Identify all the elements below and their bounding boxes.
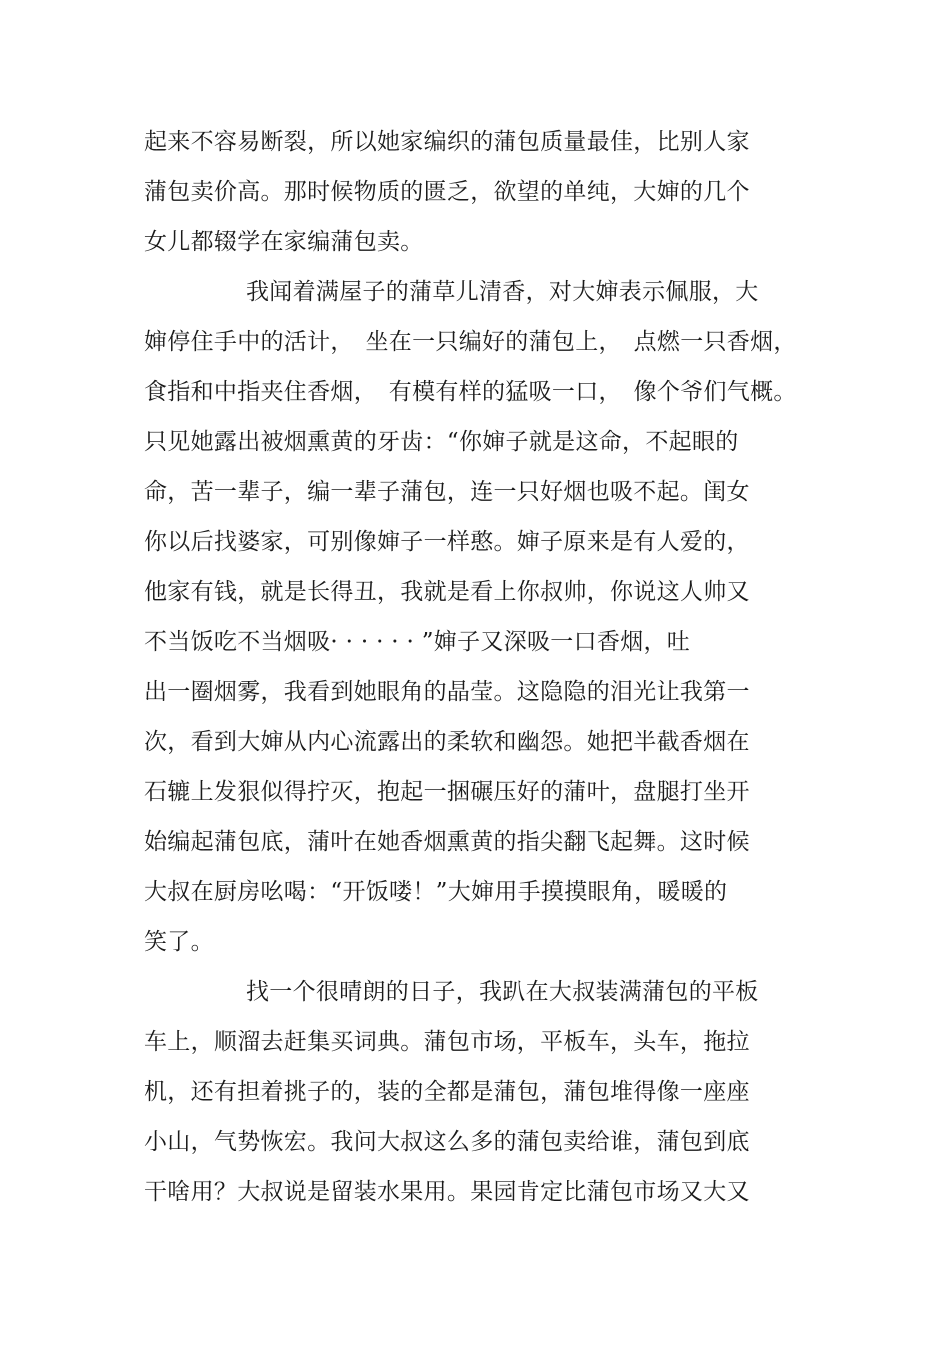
text-line: 你以后找婆家，可别像婶子一样憨。婶子原来是有人爱的， [144,529,750,555]
text-line: 出一圈烟雾，我看到她眼角的晶莹。这隐隐的泪光让我第一 [144,679,750,705]
text-line: 大叔在厨房吆喝：“开饭喽！”大婶用手摸摸眼角，暖暖的 [144,879,728,905]
text-line: 笑了。 [144,929,214,955]
paragraph-first-line: 找一个很晴朗的日子，我趴在大叔装满蒲包的平板 [246,979,759,1005]
text-line: 起来不容易断裂，所以她家编织的蒲包质量最佳，比别人家 [144,129,750,155]
text-line: 机，还有担着挑子的，装的全都是蒲包，蒲包堆得像一座座 [144,1079,750,1105]
text-line: 食指和中指夹住香烟， 有模有样的猛吸一口， 像个爷们气概。 [144,379,797,405]
text-line: 他家有钱，就是长得丑，我就是看上你叔帅，你说这人帅又 [144,579,750,605]
text-line: 干啥用？大叔说是留装水果用。果园肯定比蒲包市场又大又 [144,1179,750,1205]
text-line: 婶停住手中的活计， 坐在一只编好的蒲包上， 点燃一只香烟， [144,329,797,355]
text-line: 始编起蒲包底，蒲叶在她香烟熏黄的指尖翻飞起舞。这时候 [144,829,750,855]
text-line: 车上，顺溜去赶集买词典。蒲包市场，平板车，头车，拖拉 [144,1029,750,1055]
text-line: 命，苦一辈子，编一辈子蒲包，连一只好烟也吸不起。闺女 [144,479,750,505]
text-line: 蒲包卖价高。那时候物质的匮乏，欲望的单纯，大婶的几个 [144,179,750,205]
text-line: 次，看到大婶从内心流露出的柔软和幽怨。她把半截香烟在 [144,729,750,755]
text-line: 石辘上发狠似得拧灭，抱起一捆碾压好的蒲叶，盘腿打坐开 [144,779,750,805]
text-line: 只见她露出被烟熏黄的牙齿：“你婶子就是这命，不起眼的 [144,429,739,455]
text-line: 小山，气势恢宏。我问大叔这么多的蒲包卖给谁，蒲包到底 [144,1129,750,1155]
paragraph-first-line: 我闻着满屋子的蒲草儿清香，对大婶表示佩服，大 [246,279,759,305]
text-line: 不当饭吃不当烟吸· · · · · · ”婶子又深吸一口香烟，吐 [144,629,691,655]
text-line: 女儿都辍学在家编蒲包卖。 [144,229,424,255]
